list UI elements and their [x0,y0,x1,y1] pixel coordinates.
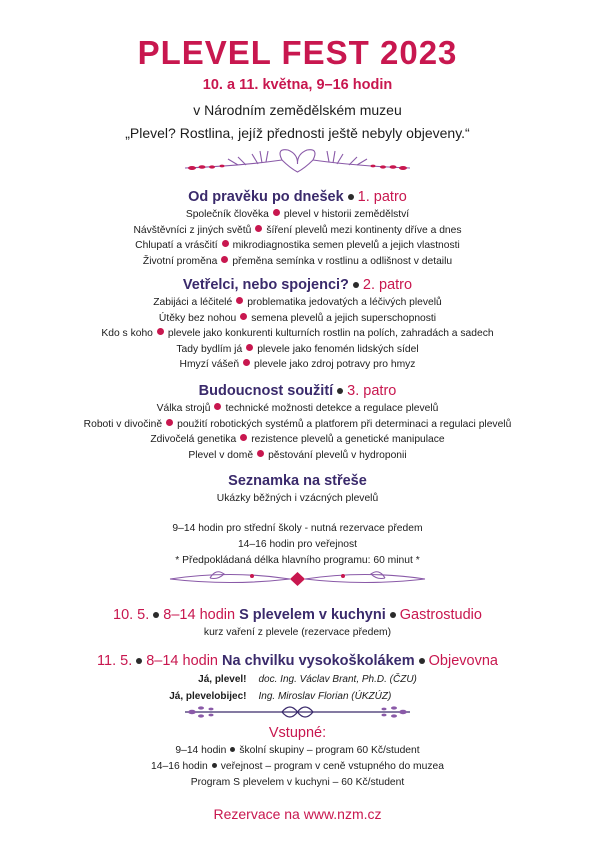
bullet-icon [236,297,243,304]
program-row [0,326,595,342]
event-time: 8–14 hodin [146,653,218,669]
event-date: 10. 5. [113,607,150,623]
talk-speaker: Ing. Miroslav Florian (ÚKZÚZ) [258,691,392,702]
row-topic: Hmyzí vášeň [179,359,240,371]
row-topic: Kdo s koho [101,328,153,340]
row-topic: Válka strojů [156,403,211,414]
event-place: Objevovna [428,653,498,669]
section-floor-3 [0,382,595,463]
program-row [0,238,595,254]
event-university [0,652,595,705]
event-kitchen [0,606,595,641]
row-desc: pěstování plevelů v hydroponii [268,449,407,461]
section-floor: 2. patro [362,277,413,293]
event-time: 8–14 hodin [163,607,236,623]
bullet-icon [214,403,221,410]
admission-time: 14–16 hodin [151,761,208,772]
admission-row [0,743,595,759]
bullet-icon [257,450,264,457]
bullet-icon [240,434,247,441]
program-row [0,254,595,270]
bullet-icon [157,328,164,335]
admission-time: 9–14 hodin [175,745,227,756]
row-desc: přeměna semínka v rostlinu a odlišnost v detailu [232,255,453,267]
bullet-icon [136,658,142,664]
event-date: 11. 5. [97,653,133,669]
bullet-icon [221,256,228,263]
program-row [0,357,595,373]
bullet-icon [390,612,396,618]
program-row [0,342,595,358]
motto: „Plevel? Rostlina, jejíž přednosti ještě nebyly objeveny.“ [125,125,470,141]
row-desc: rezistence plevelů a genetické manipulace [251,434,445,446]
event-subtitle: kurz vaření z plevele (rezervace předem) [203,627,392,638]
section-heading [0,188,595,207]
section-heading [0,276,595,295]
section-name: Od pravěku po dnešek [188,189,344,205]
bullet-icon [337,388,343,394]
admission-info [0,743,595,791]
section-floor: 3. patro [347,383,397,399]
program-row [0,401,595,417]
row-desc: technické možnosti detekce a regulace plevelů [225,403,439,414]
program-row [0,223,595,239]
talk-title: Já, plevel! [198,674,247,685]
event-name: S plevelem v kuchyni [239,607,386,623]
program-row [0,295,595,311]
row-desc: semena plevelů a jejich superschopnosti [251,312,437,324]
weed-ornament-top [0,146,595,176]
bullet-icon [246,344,253,351]
swirl-ornament [0,566,595,592]
program-row [0,311,595,327]
row-topic: Společník člověka [185,209,269,220]
section-roof [0,472,595,507]
section-floor: 1. patro [357,189,407,205]
event-heading [0,606,595,625]
venue: v Národním zemědělském muzeu [193,102,402,118]
section-subtitle: Ukázky běžných i vzácných plevelů [216,493,379,504]
admission-row: Program S plevelem v kuchyni – 60 Kč/student [190,777,405,788]
row-topic: Zabijáci a léčitelé [153,297,233,308]
section-floor-2 [0,276,595,373]
hours-schools: 9–14 hodin pro střední školy - nutná rezervace předem [172,523,423,534]
bullet-icon [212,763,217,768]
section-heading [0,382,595,401]
section-name: Budoucnost soužití [198,383,334,399]
row-topic: Zdivočelá genetika [150,434,237,446]
event-place: Gastrostudio [399,607,482,623]
row-topic: Chlupatí a vrásčití [135,240,218,252]
admission-row [0,759,595,775]
talk-row [0,671,595,688]
poster-title: PLEVEL FEST 2023 [137,34,458,71]
program-row [0,432,595,448]
row-topic: Roboti v divočině [83,418,163,430]
bullet-icon [230,747,235,752]
event-dates: 10. a 11. května, 9–16 hodin [202,77,393,93]
row-topic: Tady bydlím já [176,343,243,355]
row-desc: problematika jedovatých a léčivých plevelů [247,297,442,308]
row-desc: mikrodiagnostika semen plevelů a jejich vlastnosti [232,240,460,252]
row-desc: šíření plevelů mezi kontinenty dříve a dnes [266,224,462,236]
row-desc: plevel v historii zemědělství [283,209,410,220]
bullet-icon [348,194,354,200]
section-name: Seznamka na střeše [228,473,367,489]
row-topic: Životní proměna [142,255,218,267]
section-floor-1 [0,188,595,269]
row-desc: použití robotických systémů a platforem při determinaci a regulaci plevelů [177,418,512,430]
program-row [0,417,595,433]
hours-info [0,521,595,569]
bullet-icon [243,359,250,366]
admission-desc: školní skupiny – program 60 Kč/student [239,745,420,756]
row-desc: plevele jako konkurenti kulturních rostlin na polích, zahradách a sadech [167,328,494,340]
section-heading [0,472,595,491]
bullet-icon [419,658,425,664]
bullet-icon [222,240,229,247]
event-name: Na chvilku vysokoškolákem [222,653,415,669]
admission-desc: veřejnost – program v ceně vstupného do muzea [220,761,444,772]
talk-speaker: doc. Ing. Václav Brant, Ph.D. (ČZU) [258,674,417,685]
row-topic: Plevel v domě [188,449,254,461]
bullet-icon [240,313,247,320]
bullet-icon [273,209,280,216]
hours-note: * Předpokládaná délka hlavního programu: 60 minut * [175,555,420,566]
talk-title: Já, plevelobijec! [169,691,247,702]
row-topic: Útěky bez nohou [158,312,237,324]
row-desc: plevele jako fenomén lidských sídel [257,343,419,355]
weed-ornament-bottom [0,700,595,724]
reservation-link[interactable]: Rezervace na www.nzm.cz [213,806,382,822]
hours-public: 14–16 hodin pro veřejnost [237,539,358,550]
row-topic: Návštěvníci z jiných světů [133,224,252,236]
row-desc: plevele jako zdroj potravy pro hmyz [254,359,416,371]
bullet-icon [353,282,359,288]
bullet-icon [153,612,159,618]
event-heading [0,652,595,671]
bullet-icon [255,225,262,232]
section-name: Vetřelci, nebo spojenci? [182,277,349,293]
program-row [0,207,595,223]
bullet-icon [166,419,173,426]
program-row [0,448,595,464]
admission-title: Vstupné: [268,725,327,741]
